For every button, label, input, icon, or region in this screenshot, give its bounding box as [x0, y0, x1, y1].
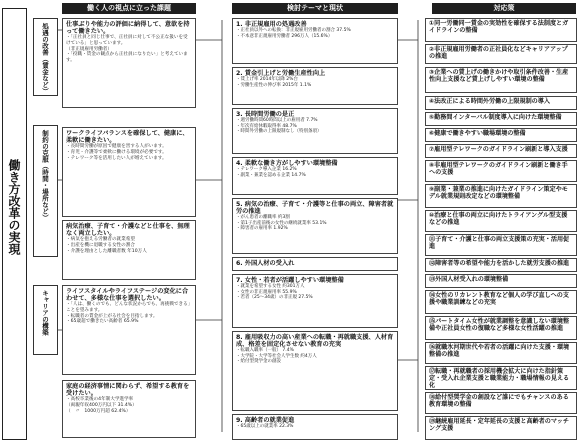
measure-item: ②非正規雇用労働者の正社員化などキャリアアップの推進 — [425, 44, 577, 64]
issue-box — [232, 67, 398, 105]
category-label: キャリアの構築 — [41, 290, 49, 336]
measure-item: ⑰転職・再就職者の採用機会拡大に向けた指針策定・受入れ企業支援と職業能力・職場情報の見える化 — [425, 366, 577, 390]
measure-item: ⑱給付型奨学金の創設など誰にでもチャンスのある教育環境の整備 — [425, 392, 577, 414]
issue-title: 8. 雇用吸収力の高い産業への転職・再就職支援、人材育成、格差を固定化させない教育の充実 — [236, 334, 394, 349]
perspective-title: 家庭の経済事情に関わらず、希望する教育を受けたい。 — [66, 383, 190, 398]
measure-item: ⑭女性のリカレント教育など個人の学び直しへの支援や職業訓練などの充実 — [425, 290, 577, 314]
issue-box — [232, 331, 398, 411]
issue-title: 5. 病気の治療、子育て・介護等と仕事の両立、障害者就労の推進 — [236, 201, 394, 216]
perspective-text: ・高校卒業後の4年制大学進学率 （両親年収400万円以下 31.4%） （ 〃 1000万円超 62.4%） — [66, 397, 137, 414]
issue-box — [232, 157, 398, 195]
perspective-text: ・長時間労働が原因で健康を害する人がいます。 ・育児・介護等で柔軟に働ける環境が必要です。 ・テレワーク等を活用したい人が増えています。 — [66, 144, 167, 161]
category-treatment — [33, 18, 58, 96]
issue-text: ・賃上げ率 2014年以降 2%台 ・労働生産性の伸び率 2015年 1.1% — [236, 77, 312, 88]
issue-text: ・がん患者の離職率 約3割 ・第1子出産前後の女性の継続就業率 53.1% ・障害者の雇用率 1.92% — [236, 215, 327, 232]
issue-title: 3. 長時間労働の是正 — [236, 111, 295, 118]
measure-item: ⑤勤務間インターバル制度導入に向けた環境整備 — [425, 112, 577, 126]
issue-box — [232, 274, 398, 328]
perspective-box — [62, 285, 196, 375]
issue-box — [232, 414, 398, 440]
perspective-title: 病気治療、子育て・介護などと仕事を、無理なく両立したい。 — [66, 223, 190, 238]
issue-text: ・65歳以上の就業率 22.3% — [236, 424, 294, 430]
sidebar — [2, 8, 27, 440]
measure-item: ⑧非雇用型テレワークのガイドライン刷新と働き手への支援 — [425, 160, 577, 182]
perspective-title: 仕事ぶりや能力の評価に納得して、意欲を持って働きたい。 — [66, 21, 190, 36]
issue-box — [232, 198, 398, 254]
issue-text: ・就業を希望する女性 約301万人 ・女性の非正規雇用率 55.9% ・若者（25～34歳）の非正規 27.5% — [236, 284, 313, 301]
issue-text: ・週労働時間60時間以上の雇用者 7.7% ・年次有給休暇取得率 48.7% ・時間外労働の上限規制なし（特別条項） — [236, 118, 322, 135]
measure-item: ⑦雇用型テレワークのガイドライン刷新と導入支援 — [425, 144, 577, 158]
issue-title: 6. 外国人材の受入れ — [236, 260, 295, 267]
perspective-title: ワークライフバランスを確保して、健康に、柔軟に働きたい。 — [66, 130, 189, 145]
issue-text: ・テレワーク導入企業 16.2% ・副業・兼業を認める企業 14.7% — [236, 167, 306, 178]
measure-item: ①同一労働同一賃金の実効性を確保する法制度とガイドラインの整備 — [425, 18, 577, 42]
perspective-box — [62, 380, 196, 438]
perspective-box — [62, 127, 196, 217]
issue-box — [232, 257, 398, 271]
measure-item: ⑯就職氷河期世代や若者の活躍に向けた支援・環境整備の推進 — [425, 342, 577, 364]
category-label: 処遇の改善（賃金など） — [41, 23, 49, 95]
perspective-box — [62, 18, 196, 108]
perspective-title: ライフスタイルやライフステージの変化に合わせて、多様な仕事を選択したい。 — [66, 288, 189, 303]
sidebar-title: 働き方改革の実現 — [7, 159, 21, 255]
perspective-text: ・病気を抱える労働者の就業希望 ・出産を機に退職する女性の割合 ・介護を理由とした離職者数 年10万人 — [66, 237, 147, 254]
perspective-box — [62, 220, 196, 280]
issue-text: ・正社員以外への転換：非正規雇用労働者の割合 37.5% ・不本意非正規雇用労働者 296万人（15.6%） — [236, 28, 351, 39]
measure-item: ⑮パートタイム女性が就業調整を意識しない環境整備や正社員女性の復職など多様な女性活躍の推進 — [425, 316, 577, 340]
header-issues: 検討テーマと現状 — [232, 3, 398, 14]
header-perspective: 働く人の視点に立った課題 — [62, 3, 196, 14]
issue-title: 2. 賃金引上げと労働生産性向上 — [236, 70, 326, 77]
issue-title: 7. 女性・若者が活躍しやすい環境整備 — [236, 277, 344, 284]
measure-item: ⑥健康で働きやすい職場環境の整備 — [425, 128, 577, 142]
measure-item: ③企業への賃上げの働きかけや取引条件改善・生産性向上支援など賃上げしやすい環境の整備 — [425, 67, 577, 93]
issue-title: 1. 非正規雇用の処遇改善 — [236, 21, 307, 28]
issue-box — [232, 18, 398, 64]
measure-item: ⑬外国人材受入れの環境整備 — [425, 274, 577, 288]
measure-item: ⑲継続雇用延長・定年延長の支援と高齢者のマッチング支援 — [425, 416, 577, 440]
perspective-text: ・「正社員と同じ仕事で、正社員に対して不公正な扱いを受けている」と思っています。 （非正規雇用労働者） ・「役職・賃金の観点から正社員になりたい」と考えています。 — [66, 35, 188, 63]
issue-box — [232, 108, 398, 154]
perspective-text: ・「人は、働くのでも、どんな状況からでも、再挑戦できる」ことを望みます。 ・転職者の賃金が上がる社会を目指します。 ・65歳超で働きたい高齢者 65.9% — [66, 302, 190, 325]
header-measures: 対応策 — [432, 3, 576, 14]
measure-item: ⑫障害者等の希望や能力を活かした就労支援の推進 — [425, 258, 577, 272]
category-career — [33, 285, 58, 355]
category-constraints — [33, 125, 58, 257]
measure-item: ⑩治療と仕事の両立に向けたトライアングル型支援などの推進 — [425, 210, 577, 232]
measure-item: ⑪子育て・介護と仕事の両立支援策の充実・活用促進 — [425, 234, 577, 256]
category-label: 制約の克服（時間・場所など） — [41, 130, 49, 221]
issue-title: 4. 柔軟な働き方がしやすい環境整備 — [236, 160, 338, 167]
issue-title: 9. 高齢者の就業促進 — [236, 417, 295, 424]
issue-text: ・転職入職率（一般） 7.4% ・大学院・大学等社会人学生数 約4万人 ・給付型奨学金の創設 — [236, 348, 317, 365]
measure-item: ⑨副業・兼業の推進に向けたガイドライン策定やモデル就業規則改定などの環境整備 — [425, 184, 577, 208]
measure-item: ④法改正による時間外労働の上限規制の導入 — [425, 96, 577, 110]
